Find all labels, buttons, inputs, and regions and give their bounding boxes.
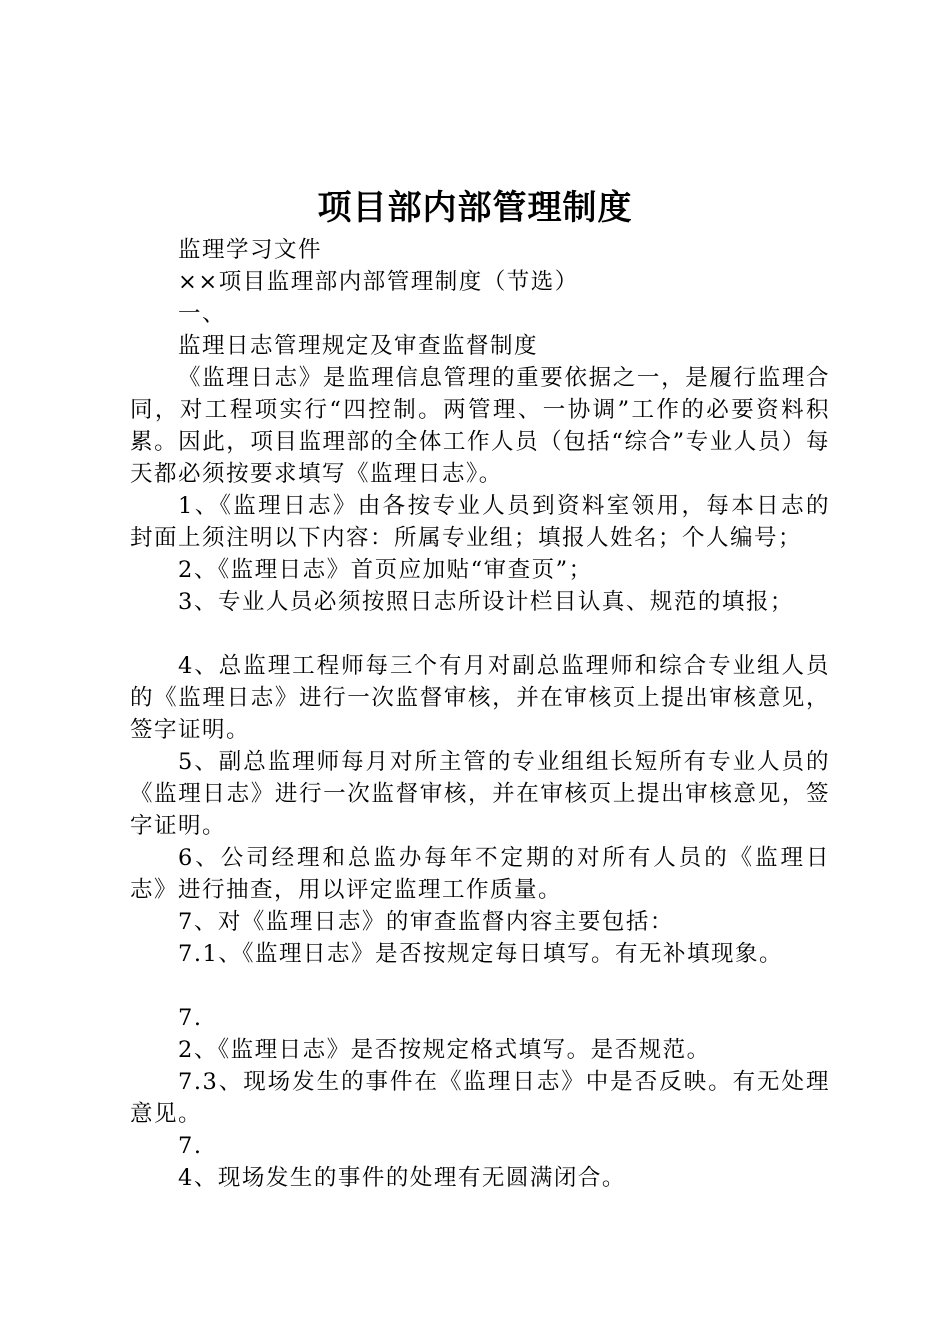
paragraph-intro: 《监理日志》是监理信息管理的重要依据之一，是履行监理合同，对工程项实行“四控制。两管理、一协调”工作的必要资料积累。因此，项目监理部的全体工作人员（包括“综合”专业人员）每天都必须按要求填写《监理日志》。 [130,365,830,487]
paragraph-item-5: 5、副总监理师每月对所主管的专业组组长短所有专业人员的《监理日志》进行一次监督审核，并在审核页上提出审核意见，签字证明。 [130,749,830,839]
paragraph-label: 监理学习文件 [178,237,323,263]
document-title: 项目部内部管理制度 [317,188,633,228]
paragraph-section-number: 一、 [178,301,227,327]
blank-line [130,970,830,1002]
paragraph-item-6: 6、公司经理和总监办每年不定期的对所有人员的《监理日志》进行抽查，用以评定监理工作质量。 [130,845,830,903]
paragraph-item-7-1: 7.1、《监理日志》是否按规定每日填写。有无补填现象。 [178,941,784,967]
paragraph-item-7-2: 2、《监理日志》是否按规定格式填写。是否规范。 [178,1037,711,1063]
paragraph-section-heading: 监理日志管理规定及审查监督制度 [178,333,539,359]
paragraph-item-7-2-number: 7. [178,1005,203,1031]
paragraph-item-3: 3、专业人员必须按照日志所设计栏目认真、规范的填报； [178,589,794,615]
paragraph-item-4: 4、总监理工程师每三个有月对副总监理师和综合专业组人员的《监理日志》进行一次监督审核，并在审核页上提出审核意见，签字证明。 [130,653,830,743]
paragraph-item-7: 7、对《监理日志》的审查监督内容主要包括： [178,909,674,935]
paragraph-subtitle: ××项目监理部内部管理制度（节选） [178,269,579,295]
paragraph-item-2: 2、《监理日志》首页应加贴“审查页”； [178,557,593,583]
document-body [130,234,830,1194]
paragraph-item-7-3: 7.3、现场发生的事件在《监理日志》中是否反映。有无处理意见。 [130,1069,830,1127]
paragraph-item-7-4-number: 7. [178,1133,203,1159]
paragraph-item-1: 1、《监理日志》由各按专业人员到资料室领用，每本日志的封面上须注明以下内容：所属专业组；填报人姓名；个人编号； [130,493,830,551]
paragraph-item-7-4: 4、现场发生的事件的处理有无圆满闭合。 [178,1165,626,1191]
blank-line [130,618,830,650]
